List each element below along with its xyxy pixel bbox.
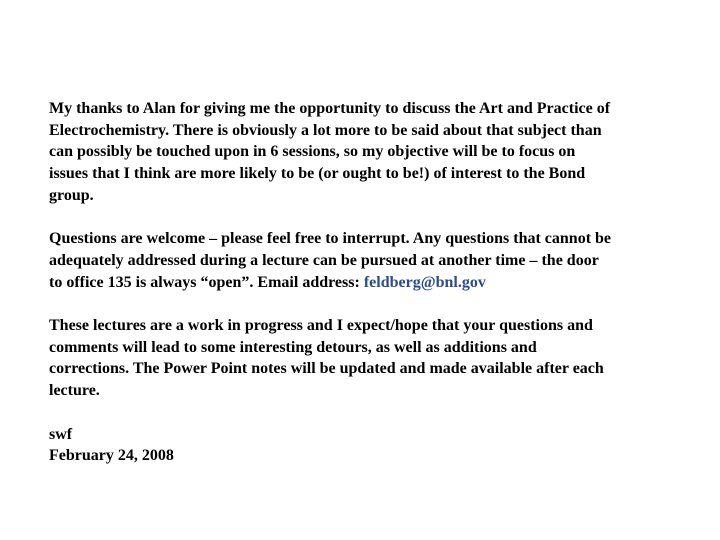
text-line: adequately addressed during a lecture can be pursued at another time – the door (49, 251, 599, 269)
text-line: Questions are welcome – please feel free to interrupt. Any questions that cannot be (49, 230, 612, 248)
signature-date: February 24, 2008 (49, 447, 174, 465)
text-line: can possibly be touched upon in 6 sessions, so my objective will be to focus on (49, 143, 576, 161)
text-line: These lectures are a work in progress and I expect/hope that your questions and (49, 317, 593, 334)
text-line: lecture. (49, 382, 100, 400)
message-body (49, 98, 699, 467)
email-link[interactable]: feldberg@bnl.gov (363, 273, 486, 291)
text-line: corrections. The Power Point notes will be updated and made available after each (49, 360, 604, 378)
text-line: comments will lead to some interesting detours, as well as additions and (49, 338, 537, 356)
signature-block (49, 424, 699, 467)
email-label: to office 135 is always “open”. Email address: (49, 273, 364, 291)
signature-initials: swf (49, 425, 73, 443)
paragraph-questions (49, 228, 699, 293)
text-line: Electrochemistry. There is obviously a lot more to be said about that subject than (49, 121, 602, 139)
text-line: issues that I think are more likely to be (or ought to be!) of interest to the Bond (49, 165, 586, 183)
text-line: My thanks to Alan for giving me the opportunity to discuss the Art and Practice of (49, 100, 611, 117)
paragraph-lectures (49, 315, 699, 402)
text-line: group. (49, 186, 94, 204)
text-line-email (49, 272, 699, 294)
paragraph-thanks (49, 98, 699, 207)
